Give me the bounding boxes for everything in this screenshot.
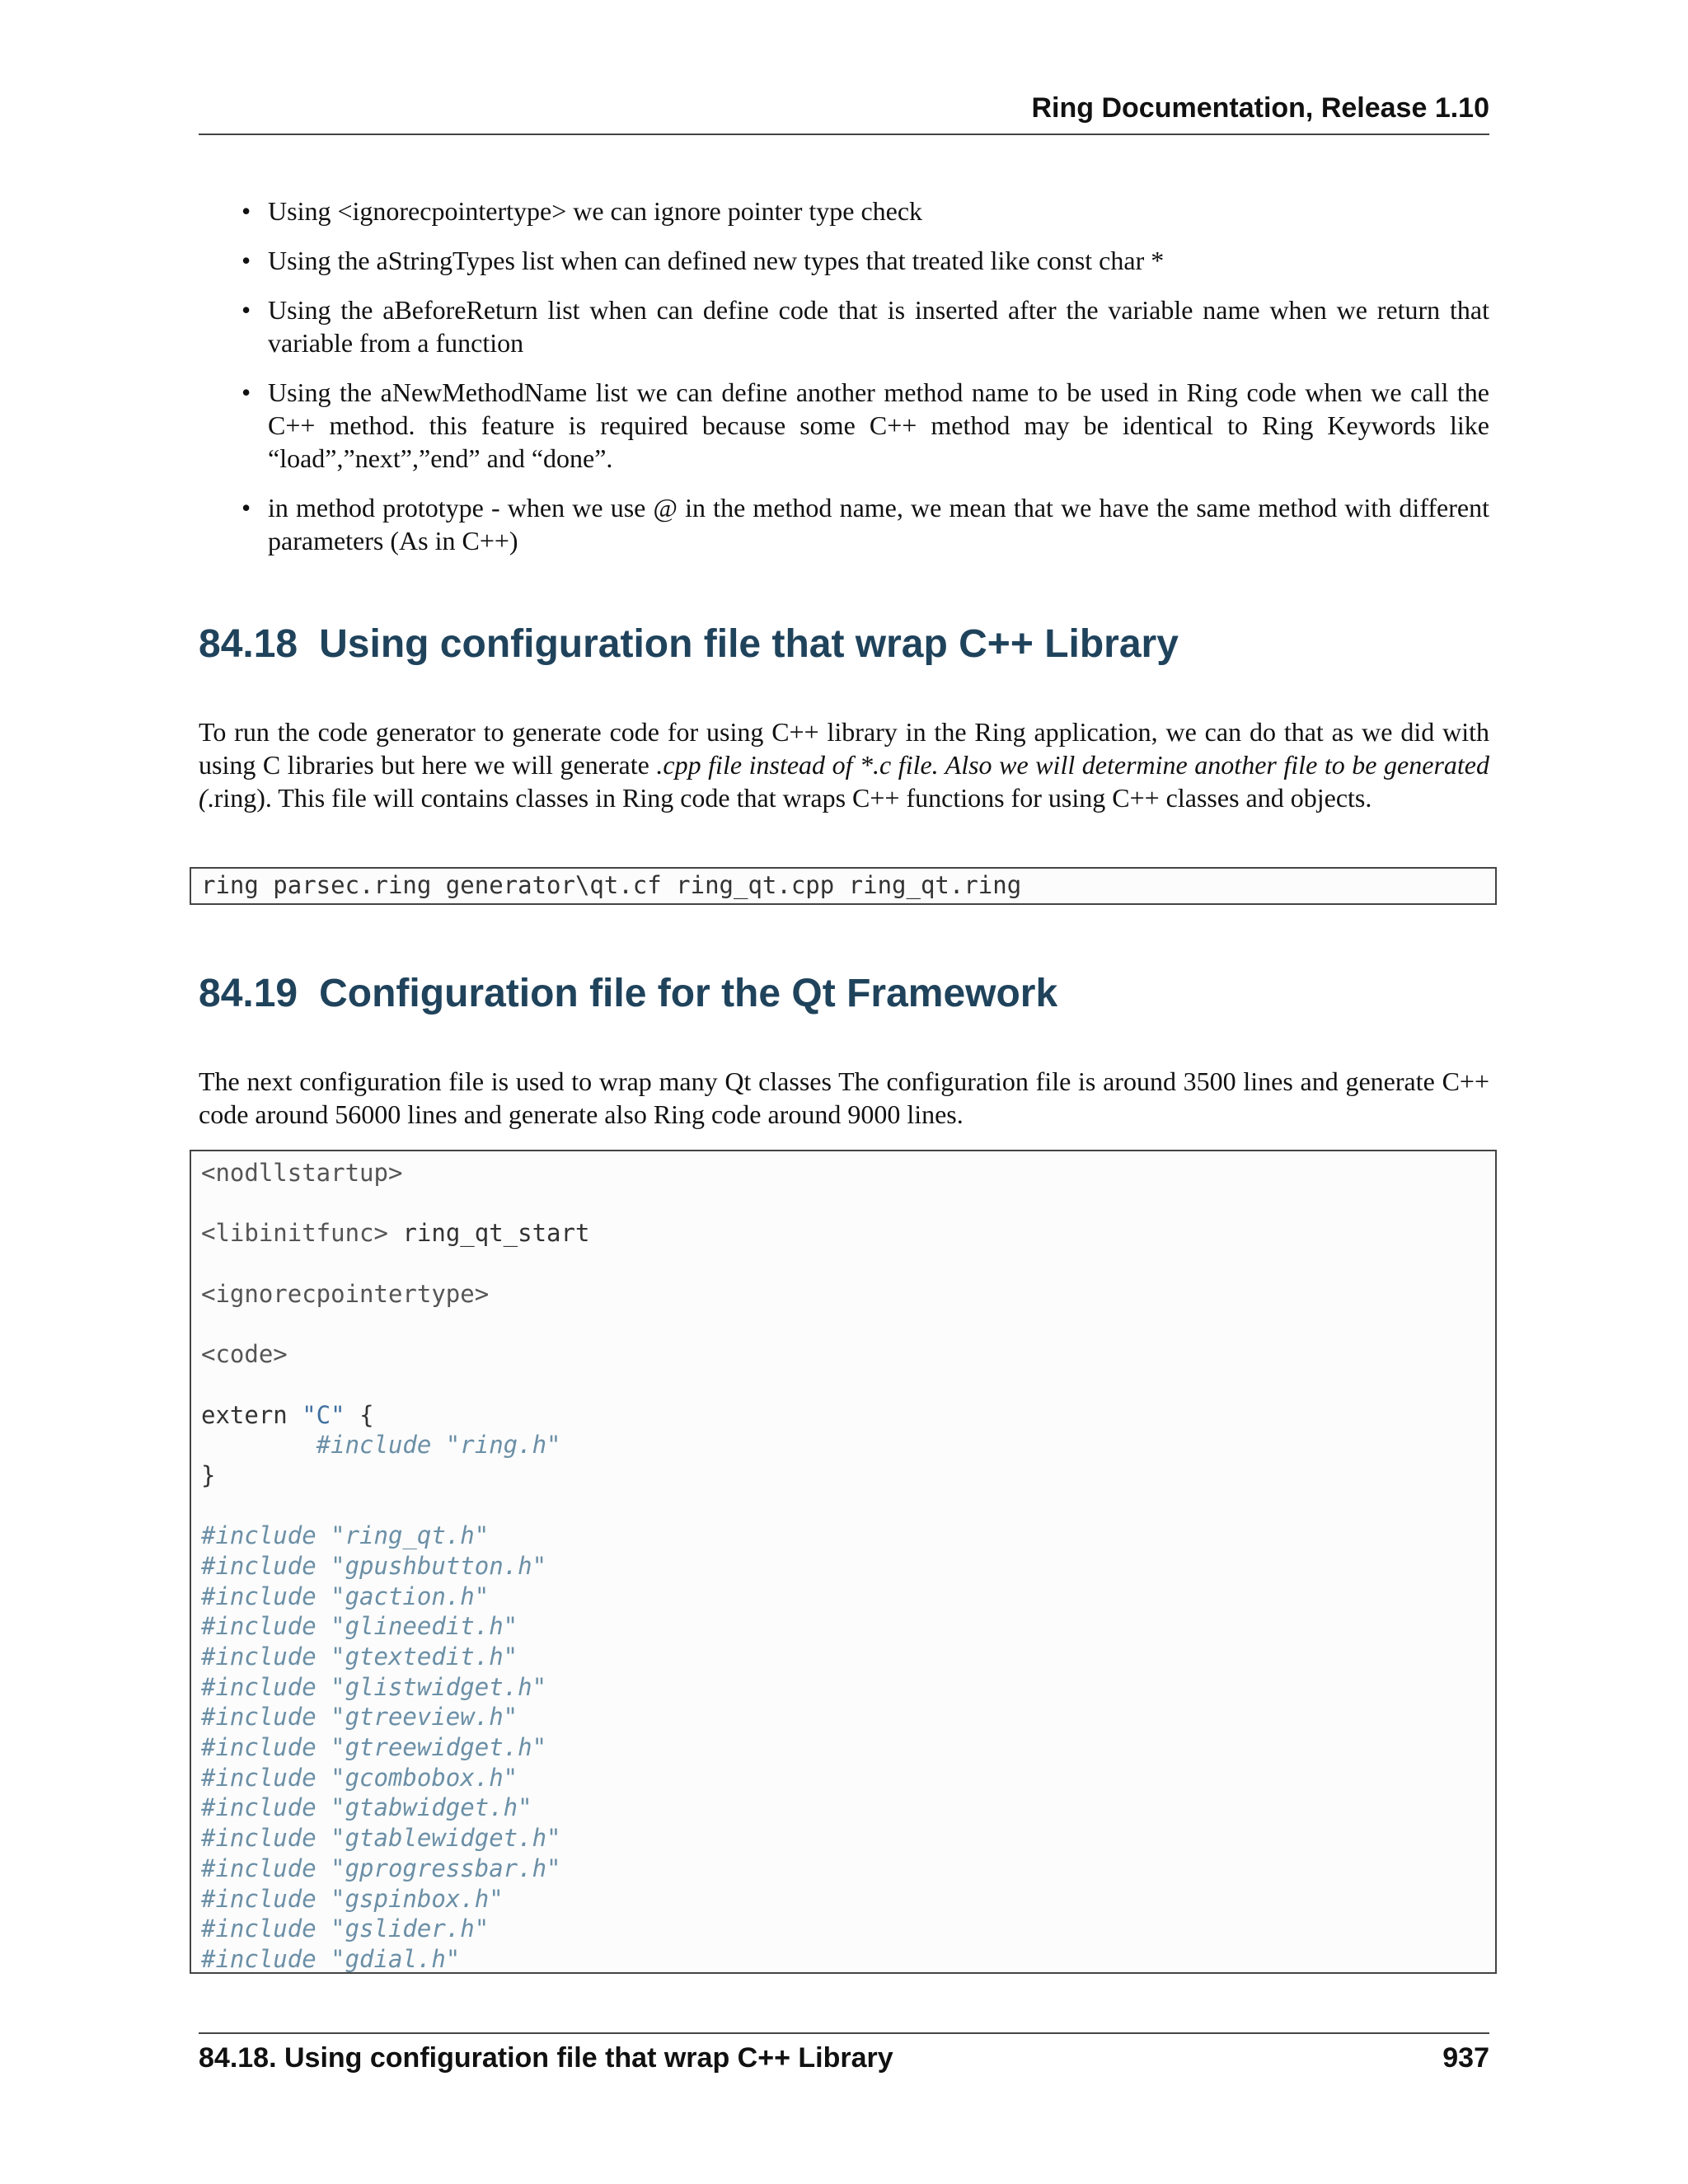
section-number: 84.18 (199, 622, 298, 666)
section-heading-84-19 (199, 971, 1489, 1016)
page-header (199, 92, 1489, 135)
code-line: #include "gtabwidget.h" (201, 1793, 532, 1822)
config-code-block (190, 1150, 1497, 1974)
code-string: "C" (302, 1400, 345, 1429)
code-line: #include "gtablewidget.h" (201, 1824, 561, 1853)
blank-line (201, 1188, 1485, 1219)
page-number: 937 (1442, 2042, 1489, 2074)
code-line: #include "gtextedit.h" (201, 1643, 518, 1671)
bullet-text: in method prototype - when we use @ in the method name, we mean that we have the same method with different parameters (As in C++) (268, 493, 1489, 555)
command-code-block (190, 867, 1497, 905)
code-line: #include "ring.h" (201, 1431, 561, 1460)
code-line: #include "glineedit.h" (201, 1612, 518, 1641)
code-line: #include "glistwidget.h" (201, 1672, 547, 1701)
list-item (199, 376, 1489, 475)
blank-line (201, 1309, 1485, 1339)
code-line: #include "ring_qt.h" (201, 1521, 490, 1550)
section-84-19-paragraph: The next configuration file is used to wrap many Qt classes The configuration file is around 3500 lines and generate C++ code around 56000 lines and generate also Ring code around 9000 lines. (199, 1066, 1489, 1129)
paragraph-text: .ring). This file will contains classes in Ring code that wraps C++ functions for using C++ classes and objects. (207, 783, 1372, 813)
code-tag: <libinitfunc> (201, 1219, 388, 1248)
code-line: #include "gpushbutton.h" (201, 1551, 547, 1580)
section-number: 84.19 (199, 972, 298, 1015)
blank-line (201, 1491, 1485, 1521)
list-item (199, 194, 1489, 227)
paragraph-text: To run the code generator to generate code for using C++ library in the Ring application, we can do that as we did with using C libraries but here we will generate (199, 717, 1489, 780)
bullet-icon: • (241, 246, 251, 275)
bullet-text: Using <ignorecpointertype> we can ignore pointer type check (268, 196, 923, 226)
page-footer (199, 2032, 1489, 2074)
bullet-icon: • (241, 295, 251, 325)
document-title: Ring Documentation, Release 1.10 (1031, 92, 1489, 124)
footer-section-title: 84.18. Using configuration file that wrap C++ Library (199, 2042, 893, 2074)
code-line: #include "gslider.h" (201, 1915, 490, 1943)
section-heading-84-18 (199, 621, 1489, 667)
code-text: { (345, 1400, 374, 1429)
list-item (199, 293, 1489, 359)
bullet-text: Using the aBeforeReturn list when can define code that is inserted after the variable name when we return that variable from a function (268, 295, 1489, 358)
bullet-text: Using the aStringTypes list when can defined new types that treated like const char * (268, 246, 1165, 275)
code-line: #include "gtreeview.h" (201, 1703, 518, 1732)
code-line (201, 1400, 1485, 1431)
code-line: #include "gspinbox.h" (201, 1884, 504, 1913)
code-line: <code> (201, 1340, 288, 1369)
section-title: Configuration file for the Qt Framework (319, 972, 1058, 1015)
bullet-icon: • (241, 377, 251, 407)
list-item (199, 491, 1489, 557)
code-line: #include "gdial.h" (201, 1944, 461, 1973)
list-item (199, 244, 1489, 277)
code-line: #include "gaction.h" (201, 1582, 490, 1610)
code-text: ring_qt_start (387, 1219, 590, 1248)
code-line: #include "gprogressbar.h" (201, 1854, 561, 1882)
paragraph-italic-text: .cpp file instead of *.c file. Also we will determine another file to be generated ( (199, 750, 1490, 813)
code-line: } (201, 1460, 216, 1489)
bullet-icon: • (241, 196, 251, 226)
code-line (201, 1218, 1485, 1249)
bullet-list (199, 194, 1489, 574)
bullet-icon: • (241, 493, 251, 523)
code-line: <ignorecpointertype> (201, 1279, 490, 1308)
blank-line (201, 1249, 1485, 1279)
bullet-text: Using the aNewMethodName list we can define another method name to be used in Ring code when we call the C++ method. this feature is required because some C++ method may be identical to Ring Keywords like “load”,”next”,”end” and “done”. (268, 377, 1489, 473)
section-84-18-paragraph (199, 715, 1489, 814)
code-line: ring parsec.ring generator\qt.cf ring_qt.cpp ring_qt.ring (201, 871, 1022, 899)
code-keyword: extern (201, 1400, 302, 1429)
code-line: #include "gtreewidget.h" (201, 1733, 547, 1762)
section-title: Using configuration file that wrap C++ Library (319, 622, 1179, 666)
code-line: #include "gcombobox.h" (201, 1763, 518, 1792)
blank-line (201, 1370, 1485, 1400)
code-line: <nodllstartup> (201, 1159, 403, 1187)
